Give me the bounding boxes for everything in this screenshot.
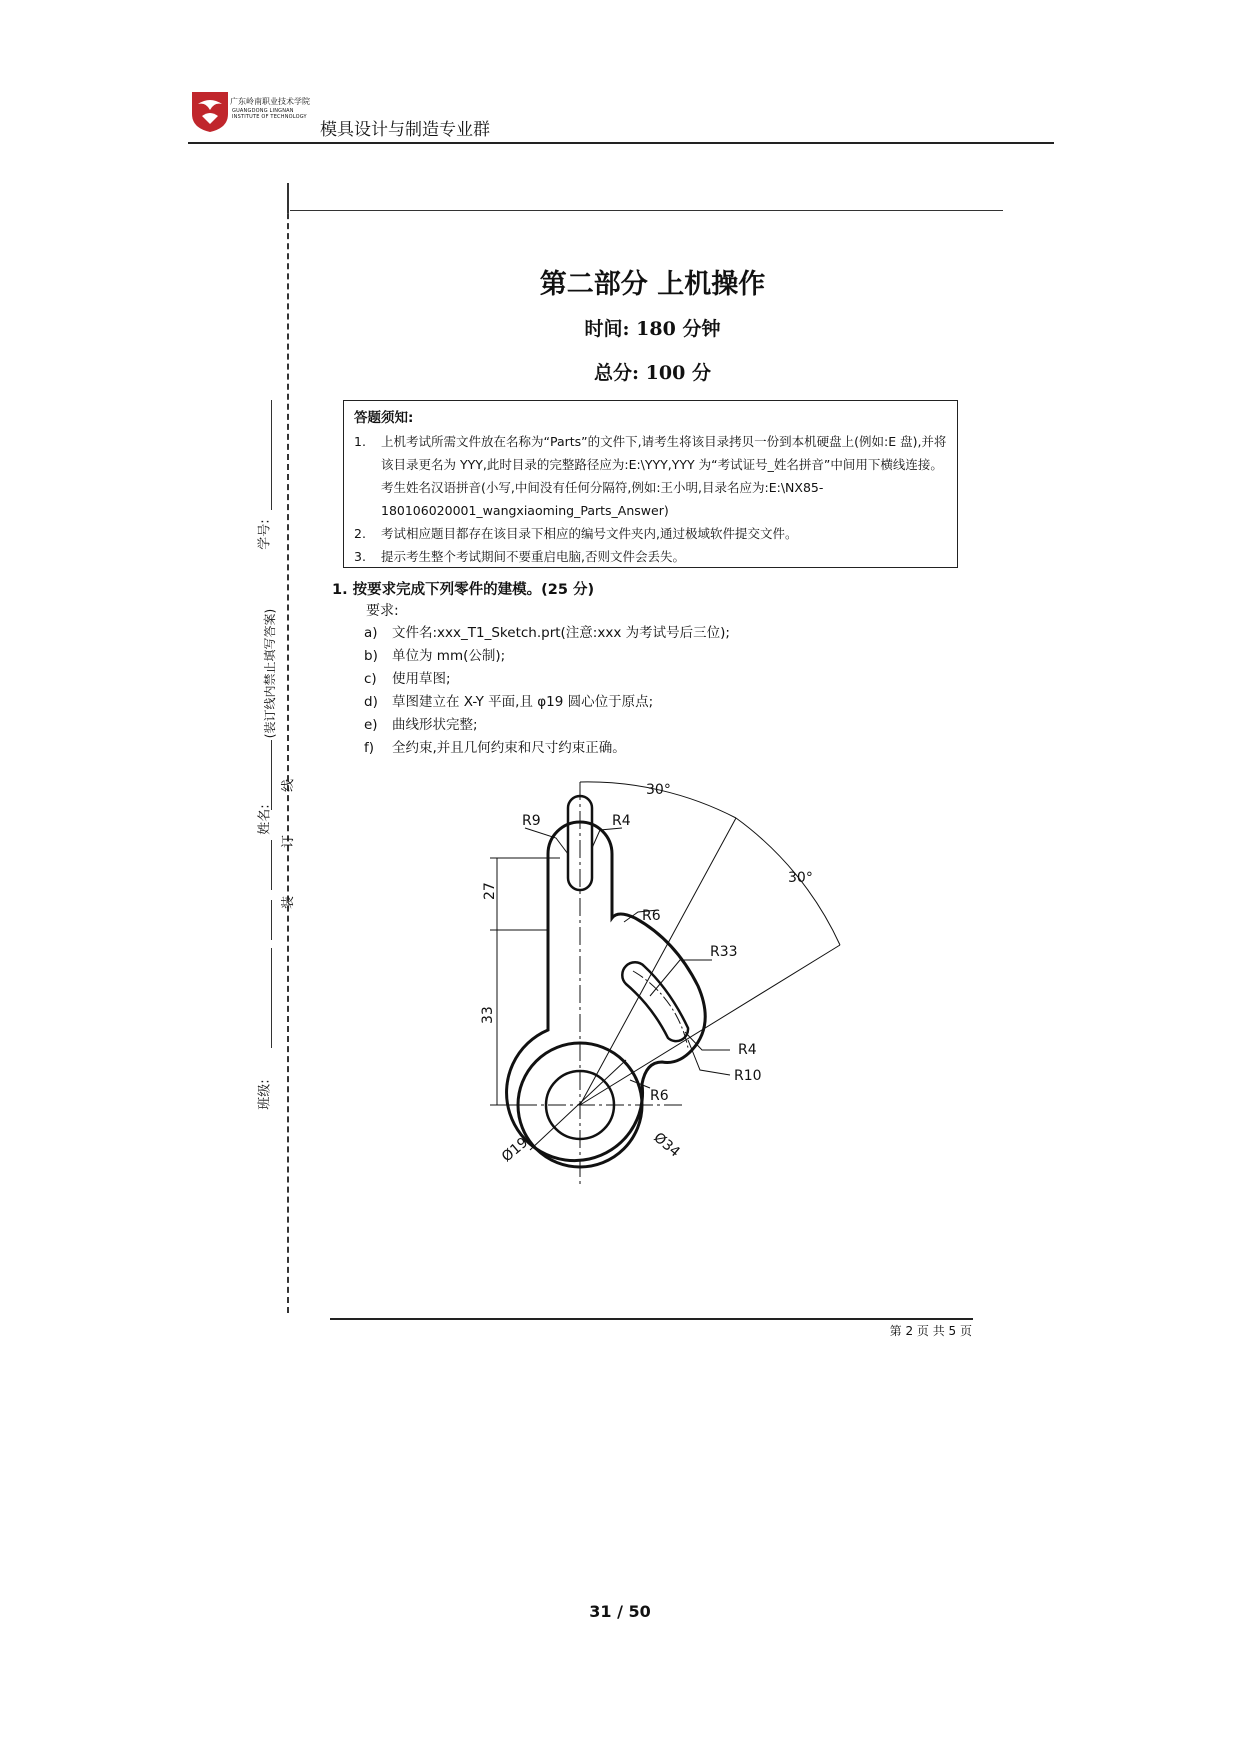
requirement-text: 草图建立在 X-Y 平面,且 φ19 圆心位于原点; bbox=[392, 694, 654, 710]
line-char: 装 bbox=[281, 895, 297, 910]
notice-item bbox=[354, 545, 947, 568]
department-name: 模具设计与制造专业群 bbox=[320, 120, 490, 140]
notice-item-number: 2. bbox=[354, 526, 366, 541]
line-char: 线 bbox=[281, 778, 297, 793]
notice-item-text: 考试相应题目都存在该目录下相应的编号文件夹内,通过极域软件提交文件。 bbox=[381, 526, 798, 541]
binding-line bbox=[287, 183, 289, 1313]
requirement-item bbox=[364, 714, 730, 737]
question-title: 1. 按要求完成下列零件的建模。(25 分) bbox=[332, 582, 595, 598]
school-logo-icon bbox=[190, 90, 230, 134]
name-blank-3 bbox=[271, 900, 272, 940]
class-blank bbox=[271, 948, 272, 1048]
name-label: 姓名: bbox=[257, 804, 273, 835]
dim-angle-1: 30° bbox=[646, 782, 671, 798]
name-blank-2 bbox=[271, 840, 272, 890]
dim-phi19: Ø19 bbox=[498, 1134, 532, 1166]
notice-box bbox=[343, 400, 958, 568]
requirement-item bbox=[364, 691, 730, 714]
requirement-text: 文件名:xxx_T1_Sketch.prt(注意:xxx 为考试号后三位); bbox=[392, 625, 730, 641]
student-id-label: 学号: bbox=[257, 519, 273, 550]
viewer-page-counter: 31 / 50 bbox=[589, 1602, 651, 1621]
requirement-letter: c) bbox=[364, 671, 377, 687]
dim-r33: R33 bbox=[710, 944, 738, 960]
binding-notice: (装订线内禁止填写答案) bbox=[263, 608, 278, 739]
part-title: 第二部分 上机操作 bbox=[539, 269, 766, 300]
requirement-text: 单位为 mm(公制); bbox=[392, 648, 506, 664]
requirements-list bbox=[364, 622, 730, 760]
requirement-letter: f) bbox=[364, 740, 375, 756]
notice-item bbox=[354, 430, 947, 522]
notice-item-text: 提示考生整个考试期间不要重启电脑,否则文件会丢失。 bbox=[381, 549, 685, 564]
requirements-label: 要求: bbox=[366, 603, 399, 619]
total-score: 总分: 100 分 bbox=[594, 362, 711, 384]
notice-item-text: 上机考试所需文件放在名称为“Parts”的文件下,请考生将该目录拷贝一份到本机硬盘上(例如:E 盘),并将该目录更名为 YYY,此时目录的完整路径应为:E:\YYY,YYY 为“考试证号_姓名拼音”中间用下横线连接。考生姓名汉语拼音(小写,中间没有任何分隔符,例如:王小明,目录名应为:E:\NX85-180106020001_wangxiaoming_Parts_Answer) bbox=[381, 434, 947, 518]
part-outline bbox=[507, 822, 706, 1161]
requirement-text: 曲线形状完整; bbox=[392, 717, 478, 733]
requirement-letter: e) bbox=[364, 717, 378, 733]
dim-r4-right: R4 bbox=[738, 1042, 757, 1058]
notice-item-number: 1. bbox=[354, 434, 366, 449]
dim-r4-top: R4 bbox=[612, 813, 631, 829]
requirement-letter: d) bbox=[364, 694, 378, 710]
requirement-letter: a) bbox=[364, 625, 378, 641]
student-id-blank bbox=[271, 400, 272, 510]
class-label: 班级: bbox=[257, 1079, 273, 1110]
header-divider bbox=[188, 142, 1054, 144]
requirement-text: 使用草图; bbox=[392, 671, 451, 687]
content-bottom-rule bbox=[330, 1318, 973, 1320]
exam-time: 时间: 180 分钟 bbox=[584, 318, 721, 340]
dim-r6-bottom: R6 bbox=[650, 1088, 669, 1104]
dim-r10: R10 bbox=[734, 1068, 762, 1084]
line-char: 订 bbox=[281, 834, 297, 849]
content-top-rule bbox=[290, 210, 1003, 211]
notice-heading: 答题须知: bbox=[354, 410, 414, 426]
dim-r6-top: R6 bbox=[642, 908, 661, 924]
page-indicator: 第 2 页 共 5 页 bbox=[889, 1324, 972, 1338]
binding-line-top bbox=[287, 183, 289, 213]
name-blank bbox=[271, 740, 272, 810]
requirement-item bbox=[364, 645, 730, 668]
requirement-text: 全约束,并且几何约束和尺寸约束正确。 bbox=[392, 740, 626, 756]
notice-item bbox=[354, 522, 947, 545]
dim-angle-2: 30° bbox=[788, 870, 813, 886]
dim-33: 33 bbox=[480, 1006, 496, 1024]
notice-item-number: 3. bbox=[354, 549, 366, 564]
dim-27: 27 bbox=[482, 882, 498, 900]
dim-phi34: Ø34 bbox=[650, 1129, 683, 1161]
requirement-item bbox=[364, 622, 730, 645]
radial-line-2 bbox=[580, 945, 840, 1105]
school-name: 广东岭南职业技术学院 bbox=[230, 97, 310, 106]
requirement-item bbox=[364, 668, 730, 691]
dim-r9: R9 bbox=[522, 813, 541, 829]
requirement-letter: b) bbox=[364, 648, 378, 664]
part-sketch-drawing bbox=[430, 770, 860, 1190]
arc-slot bbox=[622, 962, 688, 1041]
school-name-en: GUANGDONG LINGNAN INSTITUTE OF TECHNOLOGY bbox=[232, 108, 307, 120]
requirement-item bbox=[364, 737, 730, 760]
